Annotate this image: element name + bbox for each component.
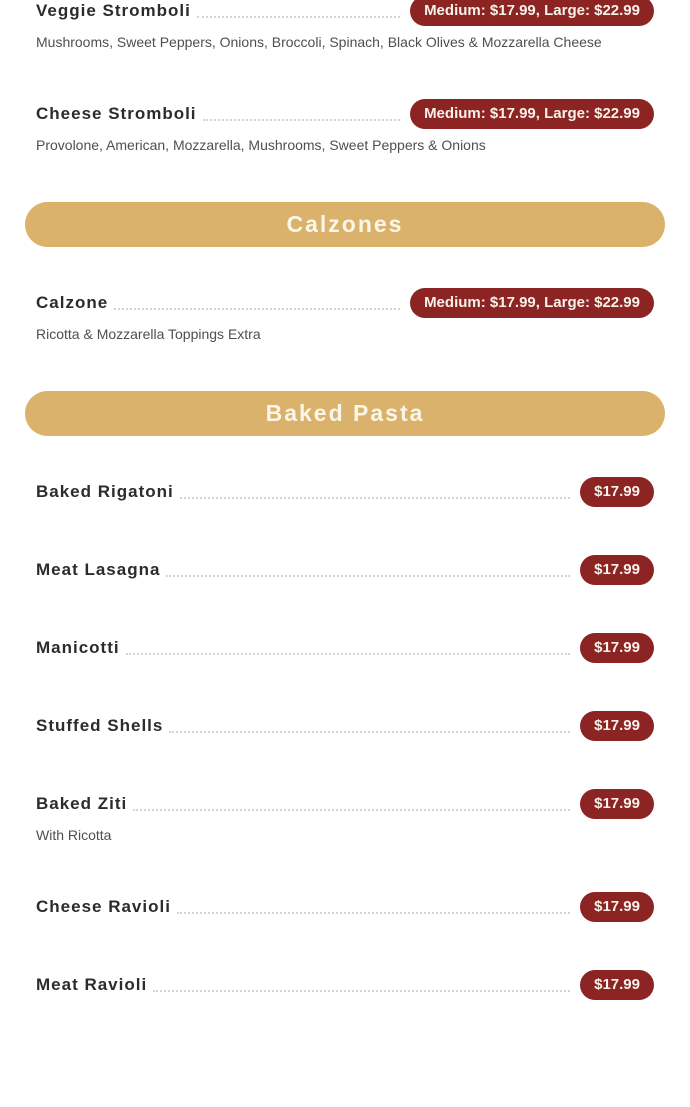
menu-item-description: Mushrooms, Sweet Peppers, Onions, Broccoli, Spinach, Black Olives & Mozzarella Cheese (36, 34, 602, 50)
menu-item-row (36, 99, 654, 129)
menu-item (36, 0, 654, 51)
menu-item-description: With Ricotta (36, 827, 112, 843)
menu-item (36, 970, 654, 1000)
dotted-leader (197, 16, 400, 18)
menu-item (36, 288, 654, 343)
menu-item-name: Meat Ravioli (36, 975, 148, 994)
menu-item-row (36, 288, 654, 318)
price-badge: Medium: $17.99, Large: $22.99 (410, 288, 654, 318)
menu-item-row (36, 789, 654, 819)
menu-item-name: Calzone (36, 293, 109, 312)
section-header-bar (25, 202, 665, 247)
menu-item-row (36, 555, 654, 585)
section-header-bar (25, 391, 665, 436)
menu-item (36, 477, 654, 507)
menu-section (0, 202, 690, 343)
menu-item (36, 892, 654, 922)
price-badge: $17.99 (580, 970, 654, 1000)
menu-section (0, 0, 690, 154)
section-items (0, 0, 690, 154)
menu-section (0, 391, 690, 1000)
price-badge: Medium: $17.99, Large: $22.99 (410, 0, 654, 26)
price-badge: $17.99 (580, 711, 654, 741)
menu-item-row (36, 711, 654, 741)
menu-item-row (36, 477, 654, 507)
dotted-leader (177, 912, 570, 914)
menu-item-name: Stuffed Shells (36, 716, 164, 735)
section-title: Baked Pasta (265, 400, 425, 426)
menu-item-name: Meat Lasagna (36, 560, 161, 579)
menu-item-name: Manicotti (36, 638, 120, 657)
menu-item-row (36, 633, 654, 663)
section-title: Calzones (286, 211, 404, 237)
menu-item (36, 99, 654, 154)
price-badge: Medium: $17.99, Large: $22.99 (410, 99, 654, 129)
price-badge: $17.99 (580, 892, 654, 922)
menu-item-row (36, 970, 654, 1000)
menu-item (36, 711, 654, 741)
menu-item-name: Baked Rigatoni (36, 482, 174, 501)
dotted-leader (133, 809, 570, 811)
price-badge: $17.99 (580, 477, 654, 507)
dotted-leader (180, 497, 570, 499)
dotted-leader (166, 575, 570, 577)
dotted-leader (153, 990, 570, 992)
menu-item (36, 633, 654, 663)
price-badge: $17.99 (580, 789, 654, 819)
menu-item-row (36, 0, 654, 26)
menu-item-name: Baked Ziti (36, 794, 128, 813)
menu-item-description: Ricotta & Mozzarella Toppings Extra (36, 326, 261, 342)
dotted-leader (126, 653, 571, 655)
dotted-leader (114, 308, 400, 310)
section-items (0, 288, 690, 343)
menu-item (36, 555, 654, 585)
dotted-leader (203, 119, 401, 121)
menu-item (36, 789, 654, 844)
price-badge: $17.99 (580, 633, 654, 663)
menu-item-name: Veggie Stromboli (36, 1, 191, 20)
menu-item-description: Provolone, American, Mozzarella, Mushrooms, Sweet Peppers & Onions (36, 137, 486, 153)
dotted-leader (169, 731, 570, 733)
menu-item-name: Cheese Ravioli (36, 897, 171, 916)
menu-item-row (36, 892, 654, 922)
price-badge: $17.99 (580, 555, 654, 585)
section-items (0, 477, 690, 1000)
menu-item-name: Cheese Stromboli (36, 104, 197, 123)
